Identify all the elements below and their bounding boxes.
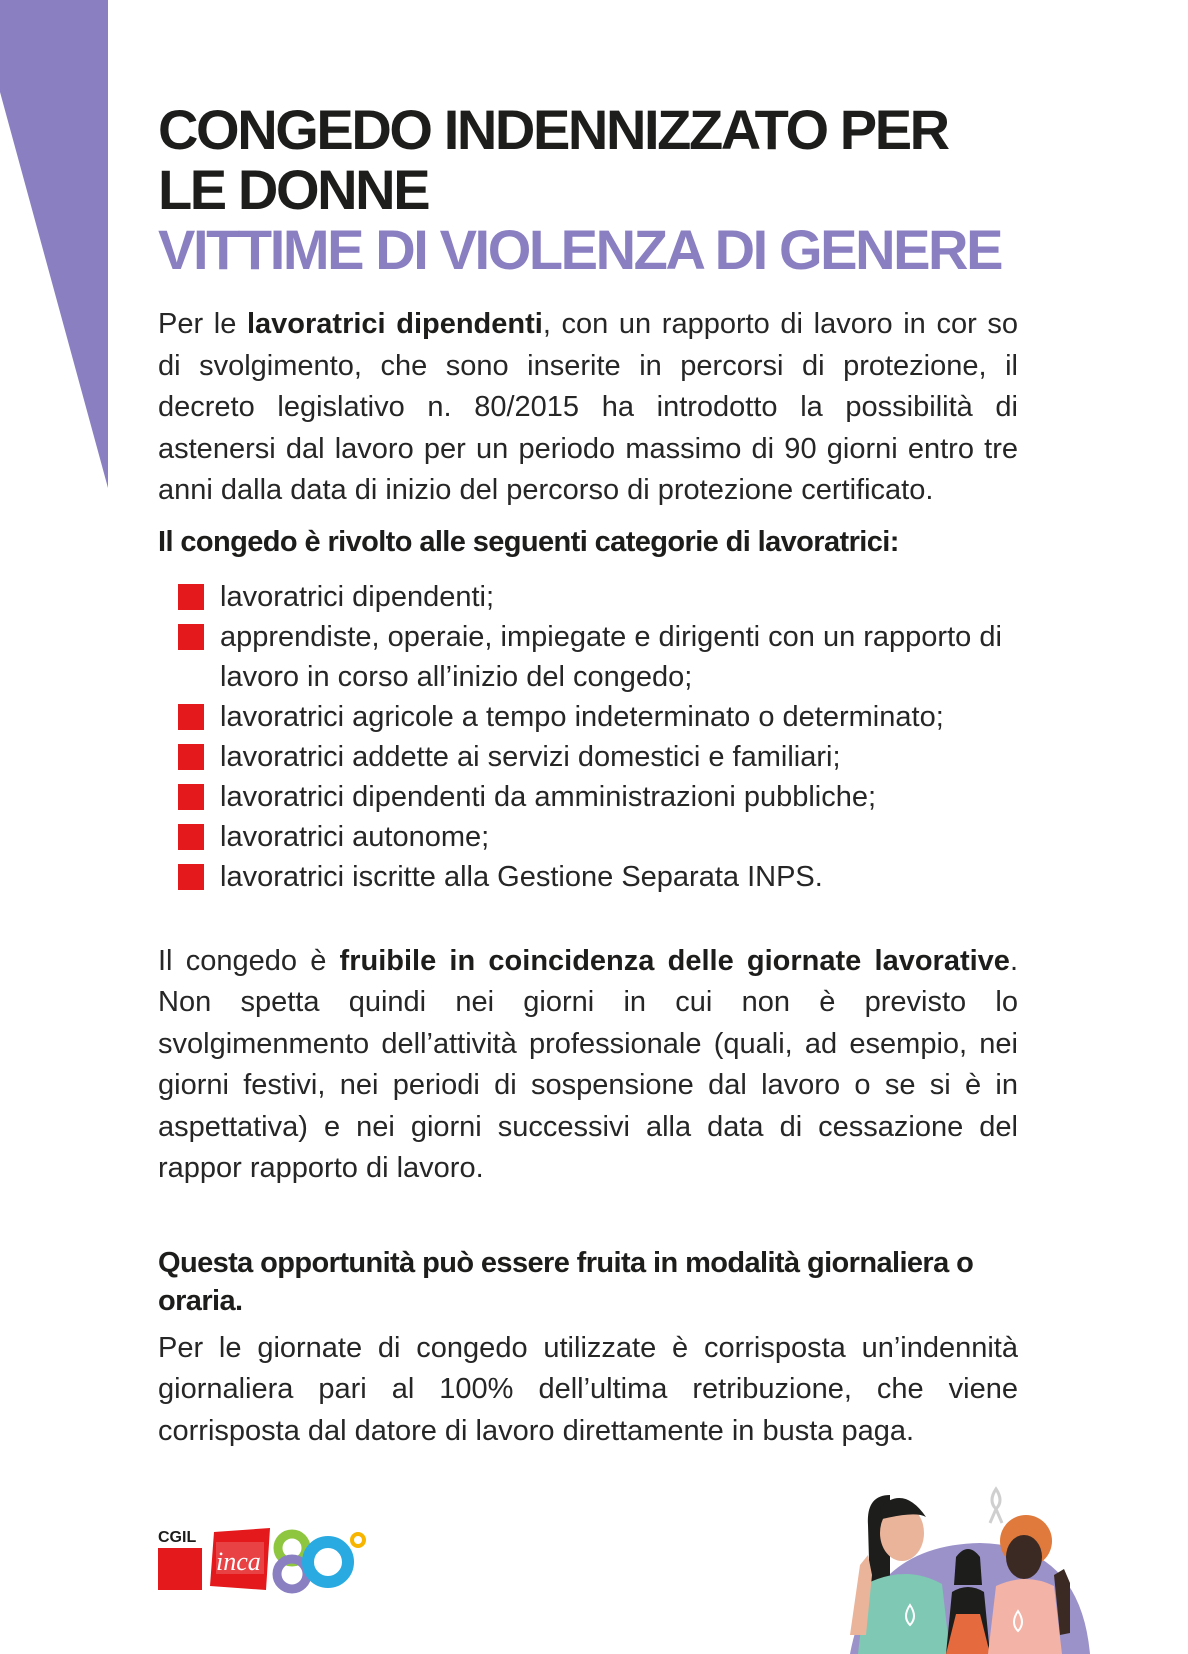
title-line-2: VITTIME DI VIOLENZA DI GENERE [158,218,1002,281]
red-square-bullet-icon [178,624,204,650]
opportunity-paragraph: Per le giornate di congedo utilizzate è corrisposta un’indennità giornaliera pari al 100% dell’ultima retribuzione, che viene corrisposta dal datore di lavoro direttamente in busta paga. [158,1331,1018,1447]
red-square-bullet-icon [178,784,204,810]
red-square-bullet-icon [178,824,204,850]
intro-text: , con un rapporto di lavoro in cor so di svolgimento, che sono inserite in percorsi di protezione, il decreto legislativo n. 80/2015 ha introdotto la possibilità di astenersi dal lavoro per un periodo massimo di 90 giorni entro tre anni dalla data di inizio del percorso di protezione certificato. [158,308,1018,506]
red-square-bullet-icon [178,584,204,610]
women-illustration [850,1485,1100,1654]
page-title [158,100,1018,280]
red-square-bullet-icon [178,864,204,890]
purple-wedge-decoration [0,0,110,490]
footer-logos [158,1528,373,1598]
opportunity-heading: Questa opportunità può essere fruita in modalità giornaliera o oraria. [158,1246,974,1317]
list-item-text: lavoratrici agricole a tempo indeterminato o determinato; [220,700,944,733]
usage-bold: fruibile in coincidenza delle giornate lavorative [339,944,1010,977]
list-item-text: lavoratrici dipendenti da amministrazioni pubbliche; [220,780,877,813]
categories-heading: Il congedo è rivolto alle seguenti categorie di lavoratrici: [158,525,899,558]
woman-right [988,1515,1070,1654]
red-square-bullet-icon [178,744,204,770]
intro-bold: lavoratrici dipendenti [246,308,543,340]
list-item [178,577,1018,617]
list-item [178,697,1018,737]
list-item [178,777,1018,817]
svg-text:inca: inca [216,1547,261,1576]
list-item [178,817,1018,857]
list-item [178,617,1018,697]
red-square-bullet-icon [178,704,204,730]
usage-text: . Non spetta quindi nei giorni in cui non è previsto lo svolgimenmento dell’attività professionale (quali, ad esempio, nei giorni festivi, nei periodi di sospensione dal lavoro o se si è in aspettativa) e nei giorni successivi alla data di cessazione del rappor rapporto di lavoro. [158,944,1018,1184]
intro-paragraph [158,304,1018,512]
list-item-text: lavoratrici iscritte alla Gestione Separata INPS. [220,860,823,893]
list-item-text: apprendiste, operaie, impiegate e dirigenti con un rapporto di lavoro in corso all’inizio del congedo; [220,620,1002,693]
usage-paragraph [158,941,1018,1190]
ribbon-icon [990,1489,1002,1523]
list-item [178,857,1018,897]
cgil-logo [158,1529,202,1590]
inca-logo [210,1528,270,1590]
list-item-text: lavoratrici autonome; [220,820,490,853]
list-item-text: lavoratrici dipendenti; [220,580,495,613]
title-line-1: CONGEDO INDENNIZZATO PER LE DONNE [158,98,948,221]
main-content [158,100,1018,1452]
svg-text:CGIL: CGIL [158,1529,197,1546]
anniversary-80-logo [277,1534,364,1589]
usage-prefix: Il congedo è [158,944,340,977]
list-item [178,737,1018,777]
intro-prefix: Per le [158,308,247,340]
list-item-text: lavoratrici addette ai servizi domestici e familiari; [220,740,841,773]
categories-list [158,577,1018,897]
